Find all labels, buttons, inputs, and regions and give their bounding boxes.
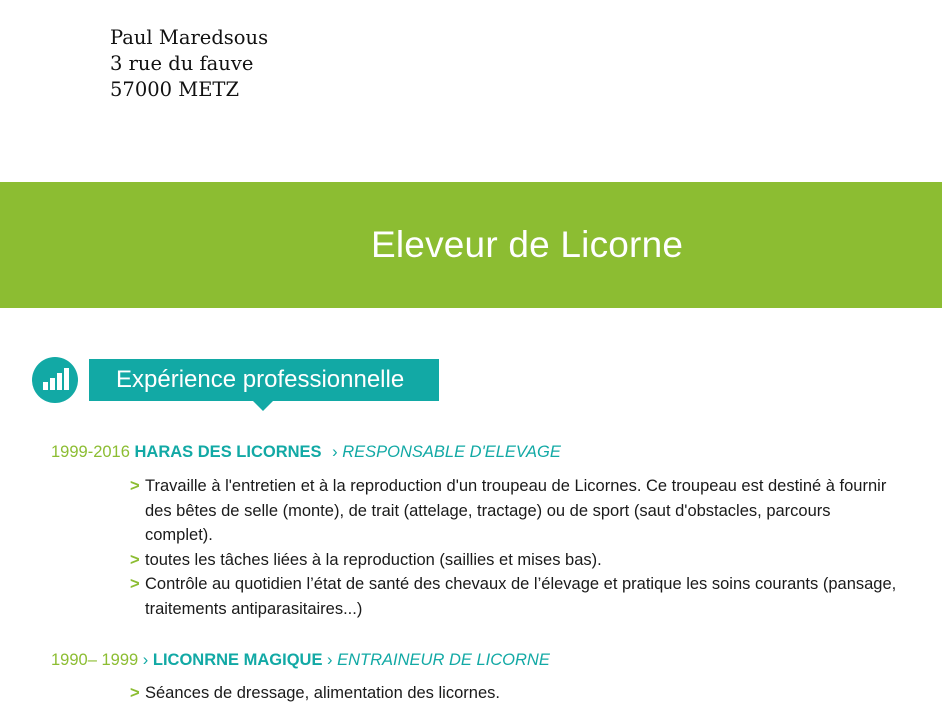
section-header-pointer: [253, 401, 273, 411]
bullet-chevron-icon: >: [130, 550, 140, 569]
job-company: LICONRNE MAGIQUE: [152, 651, 323, 669]
list-item-text: Travaille à l'entretien et à la reproduction d'un troupeau de Licornes. Ce troupeau est destiné à fournir des bêtes de selle (monte), de trait (attelage, tractage) ou de sport (saut d'obstacles, parcours complet).: [145, 477, 887, 544]
job-separator: ›: [138, 651, 153, 669]
job-separator: ›: [322, 651, 338, 669]
contact-street: 3 rue du fauve: [110, 52, 254, 75]
bullet-chevron-icon: >: [130, 575, 140, 593]
bullet-chevron-icon: >: [130, 684, 140, 702]
list-item: [130, 474, 900, 548]
list-item: [130, 572, 900, 621]
section-title: Expérience professionnelle: [116, 366, 405, 393]
job-description-list: [130, 474, 900, 621]
list-item-text: Contrôle au quotidien l’état de santé des chevaux de l’élevage et pratique les soins courants (pansage, traitements antiparasitaires...): [145, 575, 897, 618]
contact-city: 57000 METZ: [110, 78, 239, 101]
job-description-list: [130, 681, 900, 706]
job-years: 1999-2016: [51, 443, 130, 461]
job-role: ENTRAINEUR DE LICORNE: [337, 651, 550, 669]
bullet-chevron-icon: >: [130, 477, 140, 495]
section-header: [89, 359, 439, 401]
job-company: HARAS DES LICORNES: [134, 443, 322, 461]
list-item-text: Séances de dressage, alimentation des licornes.: [145, 684, 500, 702]
bar-chart-icon: [32, 357, 78, 403]
job-separator: ›: [327, 443, 343, 461]
page-title: Eleveur de Licorne: [371, 224, 684, 265]
job-years: 1990– 1999: [51, 651, 139, 669]
job-heading: [51, 441, 561, 463]
list-item: [130, 681, 900, 706]
list-item: [130, 548, 900, 573]
job-heading: [51, 649, 550, 671]
job-role: RESPONSABLE D'ELEVAGE: [342, 443, 561, 461]
contact-block: [110, 25, 268, 103]
contact-name: Paul Maredsous: [110, 26, 269, 49]
list-item-text: toutes les tâches liées à la reproduction (saillies et mises bas).: [145, 550, 602, 569]
